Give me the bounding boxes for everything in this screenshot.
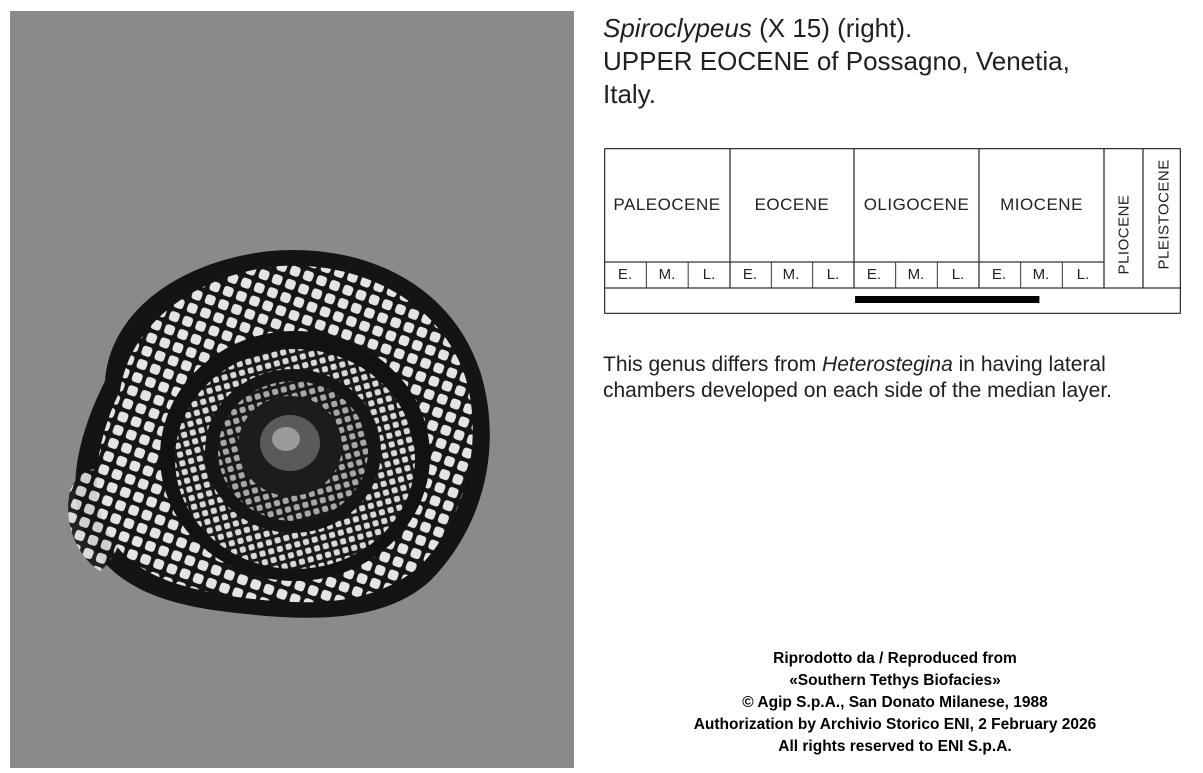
paleocene-late: L. bbox=[702, 266, 716, 283]
eocene-early: E. bbox=[742, 266, 758, 283]
specimen-caption bbox=[603, 12, 1183, 111]
fossil-photograph bbox=[10, 11, 574, 768]
description-prefix: This genus differs from bbox=[603, 353, 817, 376]
credits-line-3: © Agip S.p.A., San Donato Milanese, 1988 bbox=[742, 694, 1048, 711]
epoch-miocene: MIOCENE bbox=[1000, 195, 1083, 214]
oligocene-middle: M. bbox=[907, 266, 925, 283]
oligocene-late: L. bbox=[951, 266, 965, 283]
paleocene-middle: M. bbox=[658, 266, 676, 283]
epoch-pliocene: PLIOCENE bbox=[1115, 194, 1133, 275]
oligocene-early: E. bbox=[866, 266, 882, 283]
compared-genus: Heterostegina bbox=[822, 353, 953, 376]
credits-line-4: Authorization by Archivio Storico ENI, 2 February 2026 bbox=[693, 716, 1097, 733]
paleocene-early: E. bbox=[617, 266, 633, 283]
locality-line-1: UPPER EOCENE of Possagno, Venetia, bbox=[603, 46, 1070, 76]
genus-description bbox=[603, 352, 1188, 404]
miocene-early: E. bbox=[991, 266, 1007, 283]
epoch-pleistocene: PLEISTOCENE bbox=[1155, 159, 1173, 270]
miocene-middle: M. bbox=[1032, 266, 1050, 283]
magnification-side: (X 15) (right). bbox=[759, 13, 913, 43]
spiroclypeus-thin-section bbox=[10, 11, 574, 768]
range-table-grid bbox=[604, 148, 1181, 314]
epoch-paleocene: PALEOCENE bbox=[613, 195, 721, 214]
eocene-middle: M. bbox=[782, 266, 800, 283]
credits-line-2: «Southern Tethys Biofacies» bbox=[789, 672, 1001, 689]
miocene-late: L. bbox=[1076, 266, 1090, 283]
epoch-oligocene: OLIGOCENE bbox=[863, 195, 970, 214]
eocene-late: L. bbox=[826, 266, 840, 283]
stratigraphic-range-table bbox=[604, 148, 1181, 314]
stratigraphic-range-bar bbox=[855, 296, 1039, 303]
reproduction-credits bbox=[660, 648, 1130, 758]
caption-line-genus bbox=[603, 12, 1183, 45]
genus-name: Spiroclypeus bbox=[603, 13, 752, 43]
description-suffix: in having lateral chambers developed on each side of the median layer. bbox=[603, 353, 1112, 402]
credits-line-5: All rights reserved to ENI S.p.A. bbox=[778, 738, 1012, 755]
locality-line-2: Italy. bbox=[603, 79, 656, 109]
credits-line-1: Riprodotto da / Reproduced from bbox=[773, 650, 1017, 667]
epoch-eocene: EOCENE bbox=[754, 195, 830, 214]
